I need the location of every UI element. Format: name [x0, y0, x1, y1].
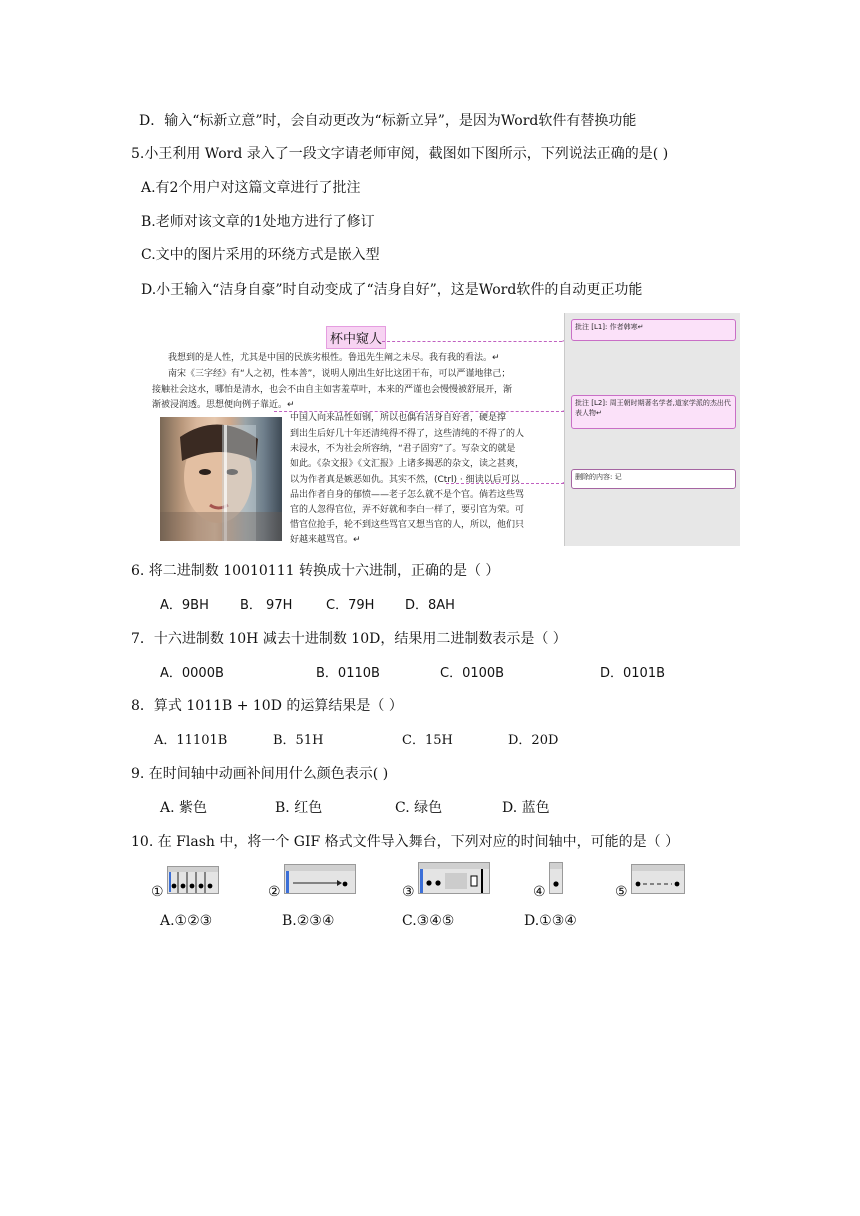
document-title: 杯中窥人	[326, 326, 386, 349]
question-8-option-d: D．20D	[508, 733, 559, 748]
question-9-option-c: C. 绿色	[395, 800, 443, 816]
question-7-option-d: D．0101B	[600, 666, 666, 681]
comment-connector-2	[274, 411, 564, 412]
question-10-option-a: A.①②③	[160, 913, 213, 929]
paragraph-2-line-9: 好越来越骂官。↵	[290, 535, 361, 545]
paragraph-2-line-6: 品出作者自身的郁愤——老子怎么就不是个官。倘若这些骂	[290, 490, 525, 500]
timeline-marker-5: ⑤	[615, 884, 628, 900]
question-8-option-b: B．51H	[273, 733, 324, 748]
question-7-option-c: C．0100B	[440, 666, 505, 681]
question-9-option-b: B. 红色	[275, 800, 323, 816]
timeline-2	[284, 864, 356, 894]
comment-pane	[564, 313, 740, 546]
paragraph-2-line-3: 未浸水，不为社会所容纳，“君子固穷”了。写杂文的就是	[290, 444, 516, 454]
timeline-marker-3: ③	[402, 884, 415, 900]
timeline-marker-4: ④	[533, 884, 546, 900]
paragraph-2-line-1: 中国人向来品性如钢，所以也偶有洁身自好者，硬是撑	[290, 413, 507, 423]
timeline-1-frames	[168, 867, 218, 893]
timeline-marker-2: ②	[268, 884, 281, 900]
question-10-option-d: D.①③④	[524, 913, 577, 929]
timeline-5-frames	[632, 865, 684, 893]
paragraph-2-line-4: 如此。《杂文报》《文汇报》上诸多揭恶的杂文，读之甚爽，	[290, 459, 525, 469]
timeline-1	[167, 866, 219, 894]
paragraph-2-line-8: 惜官位抢手，轮不到这些骂官又想当官的人，所以，他们只	[290, 520, 525, 530]
question-10-option-b: B.②③④	[282, 913, 335, 929]
timeline-marker-1: ①	[151, 884, 164, 900]
timeline-3	[418, 862, 490, 894]
word-review-screenshot	[146, 313, 740, 546]
question-5-option-d: D.小王输入“洁身自豪”时自动变成了“洁身自好”，这是Word软件的自动更正功能	[141, 282, 643, 298]
question-6-option-a: A．9BH	[160, 598, 209, 613]
timeline-2-frames	[285, 865, 355, 893]
timeline-5	[631, 864, 685, 894]
comment-connector-1	[382, 341, 562, 342]
word-document-area	[146, 313, 562, 546]
timeline-4-frames	[550, 863, 562, 893]
question-6-stem: 6. 将二进制数 10010111 转换成十六进制，正确的是（ ）	[131, 563, 500, 579]
question-6-option-c: C．79H	[326, 598, 375, 613]
portrait-image	[160, 417, 282, 541]
question-5-prev-option-d: D．输入“标新立意”时，会自动更改为“标新立异”，是因为Word软件有替换功能	[139, 113, 637, 129]
question-7-stem: 7．十六进制数 10H 减去十进制数 10D，结果用二进制数表示是（ ）	[131, 631, 567, 647]
question-5-option-b: B.老师对该文章的1处地方进行了修订	[141, 214, 375, 230]
question-8-option-a: A．11101B	[154, 733, 228, 748]
question-6-option-b: B． 97H	[240, 598, 293, 613]
paragraph-2-line-5: 以为作者真是嫉恶如仇。其实不然，(Ctrl) · 细读以后可以	[290, 475, 520, 485]
paragraph-2-line-7: 官的人忽得官位，弄不好就和李白一样了，要引官为荣。可	[290, 505, 525, 515]
paragraph-1-line-4: 渐被浸润透。思想便向例子靠近。↵	[152, 400, 295, 410]
comment-connector-3	[446, 483, 564, 484]
paragraph-1-line-3: 接触社会这水，哪怕是清水，也会不由自主如害羞草叶，本来的严谨也会慢慢被舒展开，渐	[152, 385, 513, 395]
deleted-content-balloon[interactable]: 删除的内容: 记	[571, 469, 736, 489]
question-5-option-a: A.有2个用户对这篇文章进行了批注	[141, 180, 361, 196]
question-6-option-d: D．8AH	[405, 598, 455, 613]
question-9-stem: 9. 在时间轴中动画补间用什么颜色表示( )	[131, 766, 389, 782]
portrait-drawing	[160, 417, 282, 541]
comment-1[interactable]: 批注 [L1]: 作者韩寒↵	[571, 319, 736, 341]
question-8-stem: 8．算式 1011B + 10D 的运算结果是（ ）	[131, 698, 403, 714]
question-5-option-c: C.文中的图片采用的环绕方式是嵌入型	[141, 247, 380, 263]
question-7-option-b: B．0110B	[316, 666, 380, 681]
question-7-option-a: A．0000B	[160, 666, 224, 681]
paragraph-1-line-1: 我想到的是人性，尤其是中国的民族劣根性。鲁迅先生阐之未尽。我有我的看法。↵	[168, 353, 500, 363]
timeline-3-frames	[419, 863, 489, 893]
paragraph-1-line-2: 南宋《三字经》有“人之初，性本善”，说明人刚出生好比这团干布，可以严谨地律己；	[168, 369, 511, 379]
question-8-option-c: C．15H	[402, 733, 453, 748]
question-9-option-d: D. 蓝色	[502, 800, 550, 816]
question-10-stem: 10. 在 Flash 中，将一个 GIF 格式文件导入舞台，下列对应的时间轴中，可能的是（ ）	[131, 834, 680, 850]
paragraph-2-line-2: 到出生后好几十年还清纯得不得了，这些清纯的不得了的人	[290, 429, 525, 439]
comment-2[interactable]: 批注 [L2]: 周王朝时期著名学者,道家学派的杰出代表人物↵	[571, 395, 736, 429]
question-5-stem: 5.小王利用 Word 录入了一段文字请老师审阅，截图如下图所示，下列说法正确的是( )	[131, 146, 669, 162]
timeline-4	[549, 862, 563, 894]
question-9-option-a: A. 紫色	[160, 800, 208, 816]
question-10-option-c: C.③④⑤	[402, 913, 455, 929]
